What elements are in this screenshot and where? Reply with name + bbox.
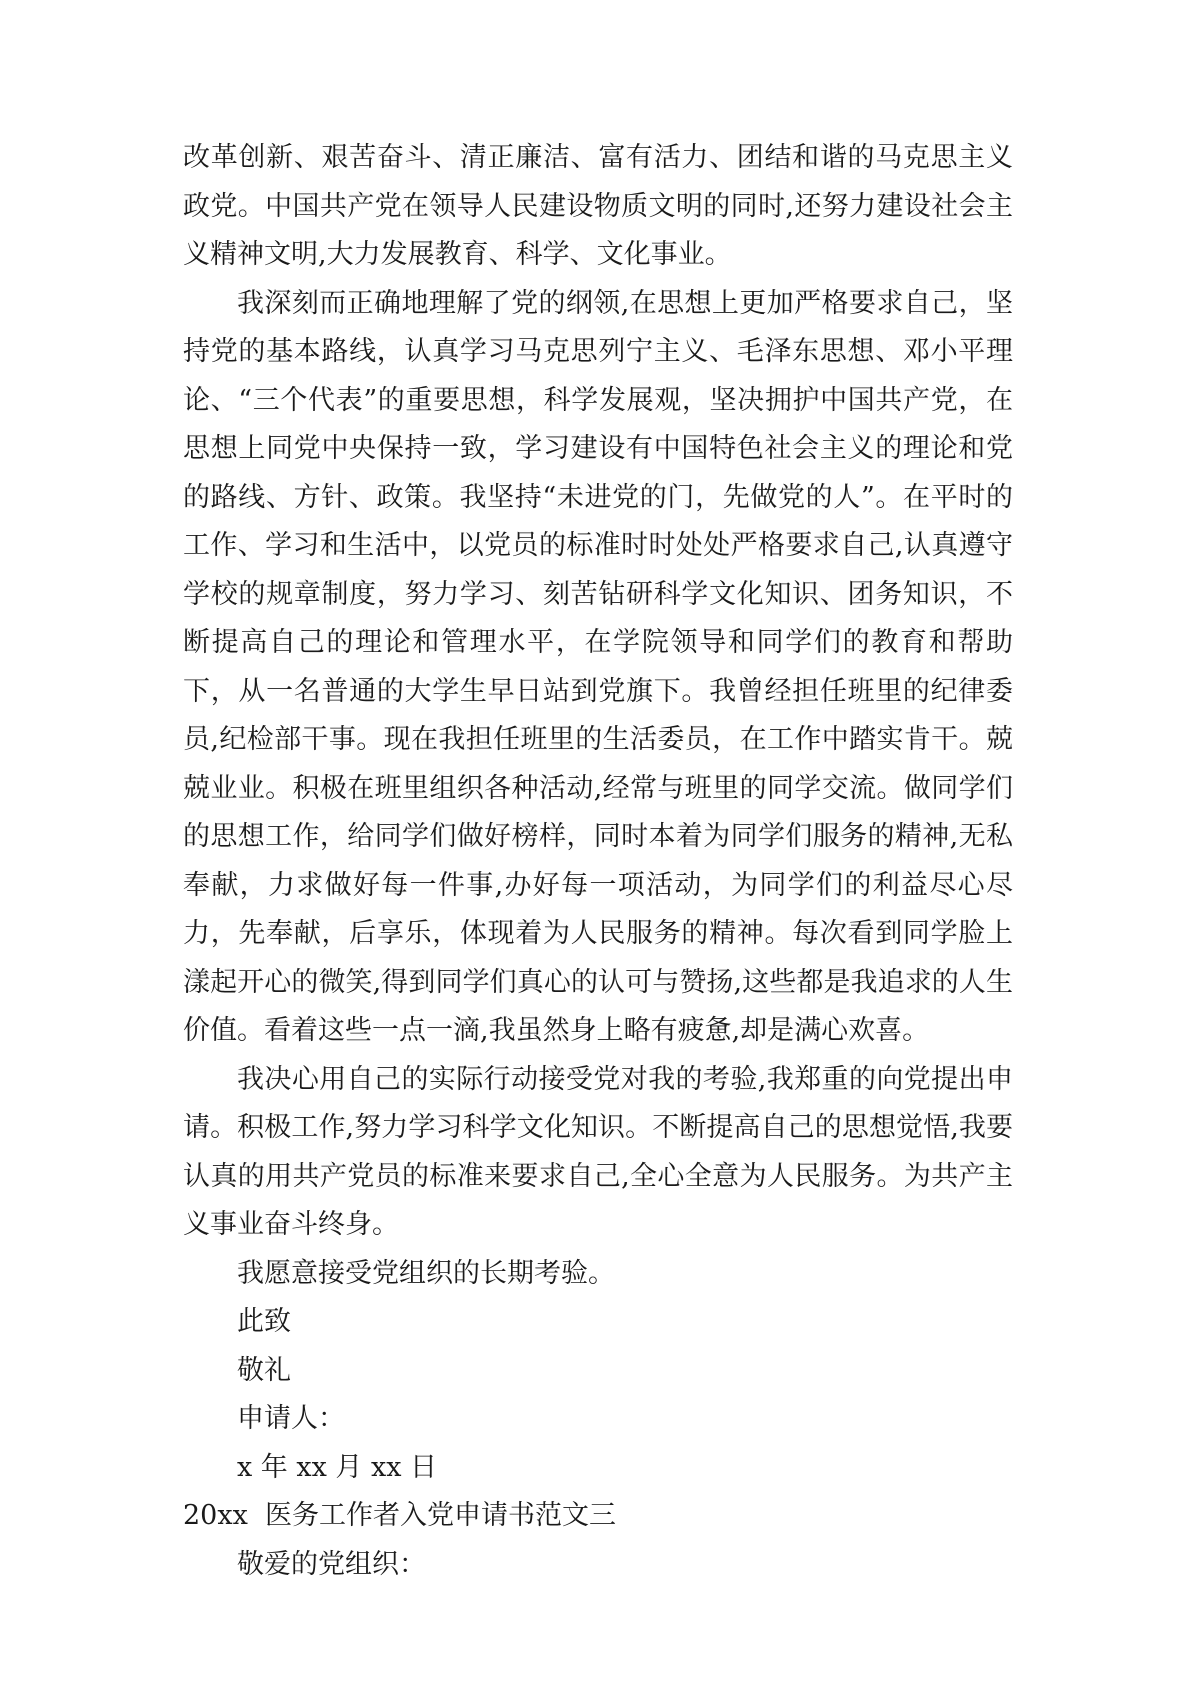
paragraph-understanding: 我深刻而正确地理解了党的纲领,在思想上更加严格要求自己，坚持党的基本路线，认真学习马克思列宁主义、毛泽东思想、邓小平理论、“三个代表”的重要思想，科学发展观，坚决拥护中国共产党，在思想上同党中央保持一致，学习建设有中国特色社会主义的理论和党的路线、方针、政策。我坚持“未进党的门，先做党的人”。在平时的工作、学习和生活中，以党员的标准时时处处严格要求自己,认真遵守学校的规章制度，努力学习、刻苦钻研科学文化知识、团务知识，不断提高自己的理论和管理水平，在学院领导和同学们的教育和帮助下，从一名普通的大学生早日站到党旗下。我曾经担任班里的纪律委员,纪检部干事。现在我担任班里的生活委员，在工作中踏实肯干。兢兢业业。积极在班里组织各种活动,经常与班里的同学交流。做同学们的思想工作，给同学们做好榜样，同时本着为同学们服务的精神,无私奉献，力求做好每一件事,办好每一项活动，为同学们的利益尽心尽力，先奉献，后享乐，体现着为人民服务的精神。每次看到同学脸上漾起开心的微笑,得到同学们真心的认可与赞扬,这些都是我追求的人生价值。看着这些一点一滴,我虽然身上略有疲惫,却是满心欢喜。 <box>183 287 1013 1046</box>
paragraph-resolution: 我决心用自己的实际行动接受党对我的考验,我郑重的向党提出申请。积极工作,努力学习科学文化知识。不断提高自己的思想觉悟,我要认真的用共产党员的标准来要求自己,全心全意为人民服务。为共产主义事业奋斗终身。 <box>183 1063 1013 1240</box>
document-body <box>183 134 1013 1589</box>
closing-cizhi: 此致 <box>237 1306 291 1337</box>
section-title: 20xx 医务工作者入党申请书范文三 <box>183 1500 616 1531</box>
paragraph-willingness: 我愿意接受党组织的长期考验。 <box>237 1257 615 1289</box>
closing-jingli: 敬礼 <box>237 1354 291 1386</box>
applicant-label: 申请人： <box>237 1403 345 1434</box>
date-line: x 年 xx 月 xx 日 <box>237 1451 438 1483</box>
salutation: 敬爱的党组织： <box>237 1548 426 1580</box>
paragraph-continuation: 改革创新、艰苦奋斗、清正廉洁、富有活力、团结和谐的马克思主义政党。中国共产党在领导人民建设物质文明的同时,还努力建设社会主义精神文明,大力发展教育、科学、文化事业。 <box>183 142 1013 270</box>
